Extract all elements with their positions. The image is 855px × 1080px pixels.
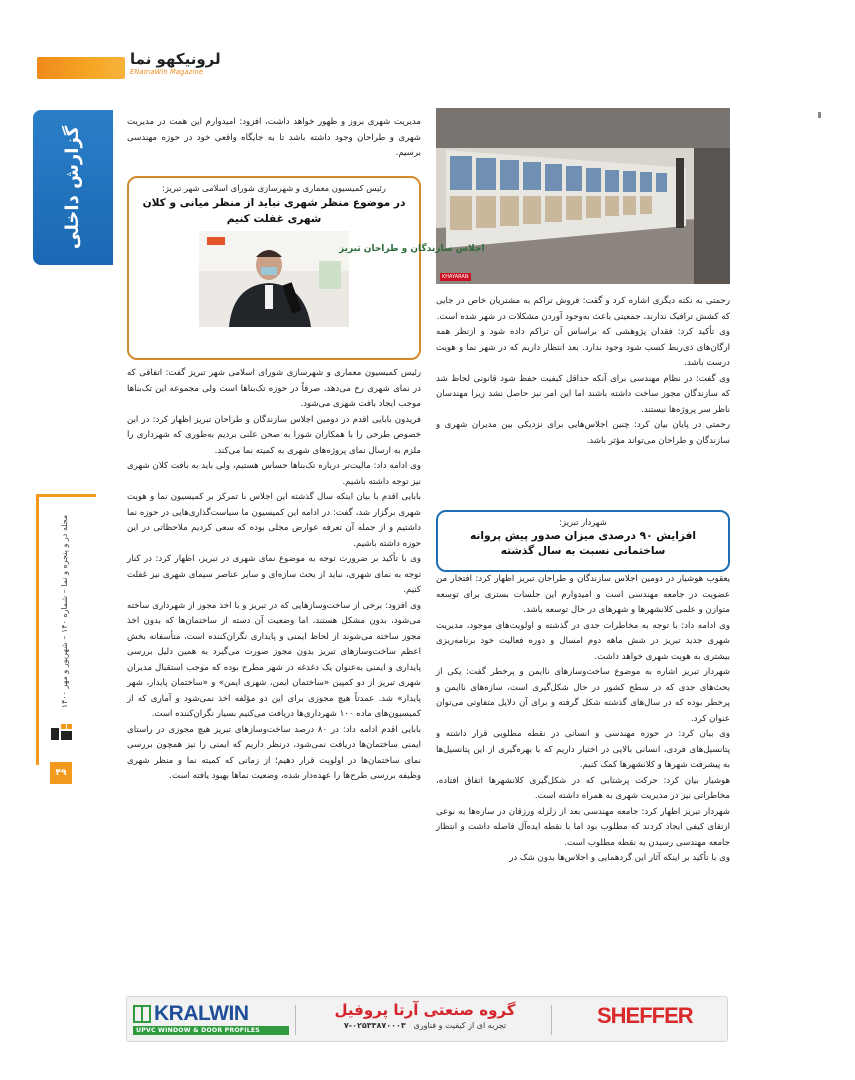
paragraph: هوشیار بیان کرد: حرکت پرشتابی که در شکل‌گیری کلانشهرها اتفاق افتاده، مخاطراتی نیز در مدیریت شهری به همراه داشته است. xyxy=(436,775,730,801)
section-label: گزارش داخلی xyxy=(62,125,84,250)
quote-role: رئیس کمیسیون معماری و شهرسازی شورای اسلامی شهر تبریز: xyxy=(162,183,386,193)
paragraph: وی با تأکید بر ضرورت توجه به موضوع نمای شهری در تبریز، اظهار کرد: در کنار توجه به نمای شهری، نباید از بحث سازه‌ای و سایر عناصر سیمای شهری نیز غفلت کنیم. xyxy=(127,554,421,595)
paragraph: یعقوب هوشیار در دومین اجلاس سازندگان و طراحان تبریز اظهار کرد: افتخار من عضویت در جامعه مهندسی است و امیدوارم این جلسات بستری برای توسعه متوازن و علمی کلانشهرها و شهرهای در حال توسعه باشد. xyxy=(436,574,730,615)
paragraph: وی ادامه داد: مالیت‌تر درباره تک‌بناها حساس هستیم، ولی باید به بافت کلان شهری نیز توجه داشته باشیم. xyxy=(127,461,421,487)
paragraph: شهردار تبریز اظهار کرد: جامعه مهندسی بعد از زلزله ورزقان در سازه‌ها به نوعی ارتقای کیفی ایجاد کردند که مطلوب بود اما با نقطه ایده‌آل فاصله داشت و انتظار جامعه مهندسی رسیدن به نقطه مطلوب است. xyxy=(436,806,730,848)
header-color-strip xyxy=(37,57,125,79)
right-column-bottom xyxy=(436,572,730,867)
paragraph: شهردار تبریز اشاره به موضوع ساخت‌وسازهای ناایمن و پرخطر گفت: یکی از بحث‌های جدی که در سطح کشور در حال شکل‌گیری است، سازه‌های ناایمن و پرخطر بوده که در سال‌های گذشته شکل گرفته و برای آن دلایل متفاوتی می‌توان عنوان کرد. xyxy=(436,667,730,724)
section-label-wrap xyxy=(33,110,113,265)
photo-credit: KHAYARAN xyxy=(442,274,469,280)
page-number: ۴۹ xyxy=(50,762,72,784)
quote-title: در موضوع منظر شهری نباید از منظر میانی و کلان شهری غفلت کنیم xyxy=(142,197,406,225)
right-column-top xyxy=(436,294,730,449)
logo-text: لرونیکهو نما xyxy=(130,50,221,68)
pull-quote-mayor xyxy=(436,510,730,572)
paragraph: وی بیان کرد: در حوزه مهندسی و انسانی در نقطه مطلوبی قرار داشته و پتانسیل‌های فردی، انسانی بالایی در اختیار داریم که با بهره‌گیری از این پتانسیل‌ها به پیشرفت شهرها و کلانشهرها کمک کنیم. xyxy=(436,729,730,770)
sheffer-name: SHEFFER xyxy=(597,1003,693,1028)
ad-banner[interactable] xyxy=(126,996,728,1042)
ad-title: گروه صنعتی آرتا پروفیل xyxy=(334,1001,516,1019)
paragraph: وی افزود: برخی از ساخت‌وسازهایی که در تبریز و با اخذ مجوز از شهرداری ساخته می‌شود، بدون مشکل هستند، اما وضعیت آن دسته از ساختمان‌ها که بدون اخذ مجوز ساخته می‌شوند از لحاظ ایمنی و پایداری نگران‌کننده است، متأسفانه بخش اعظم ساخت‌وسازهای تبریز بدون مجوز صورت می‌گیرد به همین دلیل بررسی پایداری و ایمنی به‌عنوان یک دغدغه در شهر مطرح بوده که موجب استقبال مدیران شهری تبریز از دو کمپین «ساختمان ایمن، شهری ایمن» و «ساختمان پایدار، شهر پایدار» شد. عمدتاً هیچ مجوزی برای این دو مؤلفه اخذ نمی‌شود و آماری که از کمیسیون‌های ماده ۱۰۰ شهرداری‌ها دریافت می‌کنیم بسیار نگران‌کننده است. xyxy=(127,600,421,719)
issue-line-bar xyxy=(36,497,39,765)
window-frame-icon xyxy=(133,1005,151,1023)
sheffer-logo[interactable] xyxy=(597,1003,693,1035)
paragraph: بابایی اقدم با بیان اینکه سال گذشته این اجلاس با تمرکز بر کمیسیون نما و هویت شهری برگزار شد، گفت: در ادامه این کمیسیون ما سیاست‌گذاری‌هایی در حوزه نما داشتیم و از جمله آن تعرفه عوارض محلی بوده که سعی کردیم ملاحظاتی در این حوزه داشته باشیم. xyxy=(127,492,421,549)
paragraph: وی با تأکید بر اینکه آثار این گردهمایی و اجلاس‌ها بدون شک در xyxy=(509,853,730,863)
ad-tagline: تجربه ای از کیفیت و فناوری xyxy=(413,1021,507,1030)
kralwin-logo[interactable] xyxy=(133,1002,289,1038)
ad-phone: ۰۲۵۳۳۸۷۰۰۰۳-۷ xyxy=(343,1021,406,1030)
kralwin-name: KRALWIN xyxy=(154,1002,249,1025)
ad-divider xyxy=(551,1005,552,1035)
left-column-bottom xyxy=(127,366,421,785)
quote-role: شهردار تبریز: xyxy=(559,517,607,527)
paragraph: رحمتی به نکته دیگری اشاره کرد و گفت: فروش تراکم به مشتریان خاص در جایی که کشش ترافیک ندارند، جمعیتی باعث به‌وجود آوردن مشکلات در شهر شده است. xyxy=(436,296,730,322)
logo-subtitle: ENamaWin Magazine xyxy=(130,68,204,76)
paragraph: فریدون بابایی اقدم در دومین اجلاس سازندگان و طراحان تبریز اظهار کرد: در این خصوص طرحی را با همکاران شورا به صحن علنی بردیم به‌طوری که شهرداری را ملزم به ارسال نمای پروژه‌های شهری به کمیته نما می‌کند. xyxy=(127,414,421,456)
left-column-top xyxy=(127,115,421,162)
paragraph: وی ادامه داد: با توجه به مخاطرات جدی در گذشته و اولویت‌های موجود، مدیریت شهری جدید تبریز در شش ماهه دوم امسال و دوره فعالیت خود برنامه‌ریزی بیشتری به هویت شهری خواهد داشت. xyxy=(436,620,730,662)
issue-info: مجله در و پنجره و نما – شماره ۱۴۰ – شهریور و مهر ۱۴۰۰ xyxy=(60,514,70,708)
paragraph: مدیریت شهری بروز و ظهور خواهد داشت، افزود: امیدوارم این همت در مدیریت شهری و طراحان وجود داشته باشد تا به جایگاه واقعی خود در حوزه مهندسی برسیم. xyxy=(127,117,421,158)
exhibition-photo xyxy=(436,108,730,284)
window-logo-icon xyxy=(50,722,74,746)
photo-banner-text: اجلاس سازندگان و طراحان تبریز xyxy=(339,244,485,254)
paragraph: وی تأکید کرد: فقدان پژوهشی که براساس آن تراکم داده شود و ازنظر همه ارگان‌های ذی‌ربط کسب شود وجود ندارد. بعد انتظار داریم که در شهر نما و هویت درست باشد. xyxy=(436,327,730,368)
issue-info-wrap xyxy=(50,495,80,727)
corner-mark xyxy=(818,112,821,118)
magazine-logo[interactable] xyxy=(130,50,240,82)
paragraph: رحمتی در پایان بیان کرد: چنین اجلاس‌هایی برای نزدیکی بین مدیران شهری و سازندگان و طراحان می‌تواند مؤثر باشد. xyxy=(436,420,730,446)
ad-divider xyxy=(295,1005,296,1035)
arta-profile-ad[interactable] xyxy=(307,1000,543,1040)
quote-title: افزایش ۹۰ درصدی میزان صدور پیش پروانه ساختمانی نسبت به سال گذشته xyxy=(469,530,697,557)
paragraph: بابایی اقدم ادامه داد: در ۸۰ درصد ساخت‌وسازهای تبریز هیچ مجوزی در راستای ایمنی ساختمان‌ها دریافت نمی‌شود، درنظر داریم که ایمنی را نیز همچون بررسی نمای ساختمان‌ها در اولویت قرار دهیم؛ از زمانی که کمیته نما و منظر شهری وظیفه بررسی طرح‌ها را عهده‌دار شده، وضعیت نماها بهبود یافته است. xyxy=(127,724,422,781)
paragraph: وی گفت: در نظام مهندسی برای آنکه حداقل کیفیت حفظ شود قانونی لحاظ شد که سازندگان مجوز ساخت داشته باشند اما این امر نیز حاصل نشد زیرا مهندسان ناظر سر پروژه‌ها نیستند. xyxy=(436,373,730,415)
paragraph: رئیس کمیسیون معماری و شهرسازی شورای اسلامی شهر تبریز گفت: اتفاقی که در نمای شهری رخ می‌دهد، صرفاً در حوزه تک‌بناها است ولی مجموعه این تک‌بناها موجب ایجاد بافت شهری می‌شود. xyxy=(127,368,421,409)
kralwin-tagline: UPVC WINDOW & DOOR PROFILES xyxy=(133,1026,289,1035)
